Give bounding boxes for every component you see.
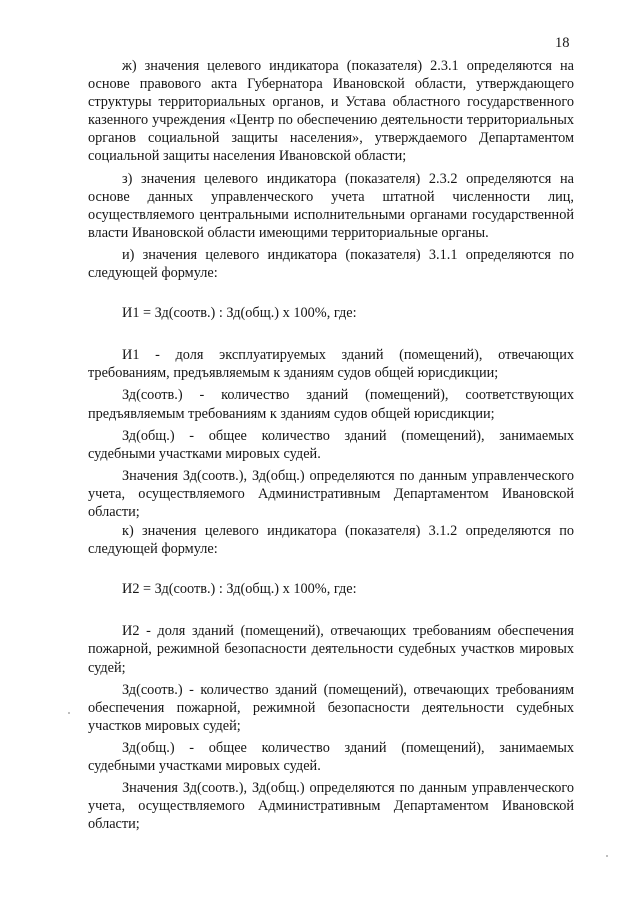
page-number: 18 bbox=[555, 35, 570, 51]
values-source-2: Значения Зд(соотв.), Зд(общ.) определяются по данным управленческого учета, осуществляемого Административным Департаментом Ивановской области; bbox=[88, 780, 574, 833]
document-body bbox=[88, 57, 574, 837]
definition-zd-sootv-1: Зд(соотв.) - количество зданий (помещений), соответствующих предъявляемым требованиям к зданиям судов общей юрисдикции; bbox=[88, 387, 574, 422]
formula-i1: И1 = Зд(соотв.) : Зд(общ.) х 100%, где: bbox=[122, 305, 357, 322]
definition-zd-obsh-2: Зд(общ.) - общее количество зданий (помещений), занимаемых судебными участками мировых судей. bbox=[88, 739, 574, 774]
paragraph-i: и) значения целевого индикатора (показателя) 3.1.1 определяются по следующей формуле: bbox=[88, 246, 574, 282]
definition-i1: И1 - доля эксплуатируемых зданий (помещений), отвечающих требованиям, предъявляемым к зданиям судов общей юрисдикции; bbox=[88, 347, 574, 382]
scan-speck bbox=[606, 855, 608, 857]
formula-i2: И2 = Зд(соотв.) : Зд(общ.) х 100%, где: bbox=[122, 581, 357, 598]
definition-zd-obsh-1: Зд(общ.) - общее количество зданий (помещений), занимаемых судебными участками мировых судей. bbox=[88, 427, 574, 462]
paragraph-zh: ж) значения целевого индикатора (показателя) 2.3.1 определяются на основе правового акта Губернатора Ивановской области, утверждающего структуры территориальных органов, и Устава областного государственного казенного учреждения «Центр по обеспечению деятельности территориальных органов социальной защиты населения», утверждаемого Департаментом социальной защиты населения Ивановской области; bbox=[88, 58, 574, 165]
scan-speck bbox=[68, 712, 70, 714]
definition-zd-sootv-2: Зд(соотв.) - количество зданий (помещений), отвечающих требованиям обеспечения пожарной, режимной безопасности деятельности судебных участков мировых судей; bbox=[88, 681, 574, 734]
paragraph-k: к) значения целевого индикатора (показателя) 3.1.2 определяются по следующей формуле: bbox=[88, 523, 574, 558]
definition-i2: И2 - доля зданий (помещений), отвечающих требованиям обеспечения пожарной, режимной безопасности деятельности судебных участков мировых судей; bbox=[88, 623, 574, 676]
values-source-1: Значения Зд(соотв.), Зд(общ.) определяются по данным управленческого учета, осуществляемого Административным Департаментом Ивановской области; bbox=[88, 467, 574, 520]
paragraph-z: з) значения целевого индикатора (показателя) 2.3.2 определяются на основе данных управленческого учета штатной численности лиц, осуществляемого центральными исполнительными органами государственной власти Ивановской области имеющими территориальные органы. bbox=[88, 170, 574, 241]
